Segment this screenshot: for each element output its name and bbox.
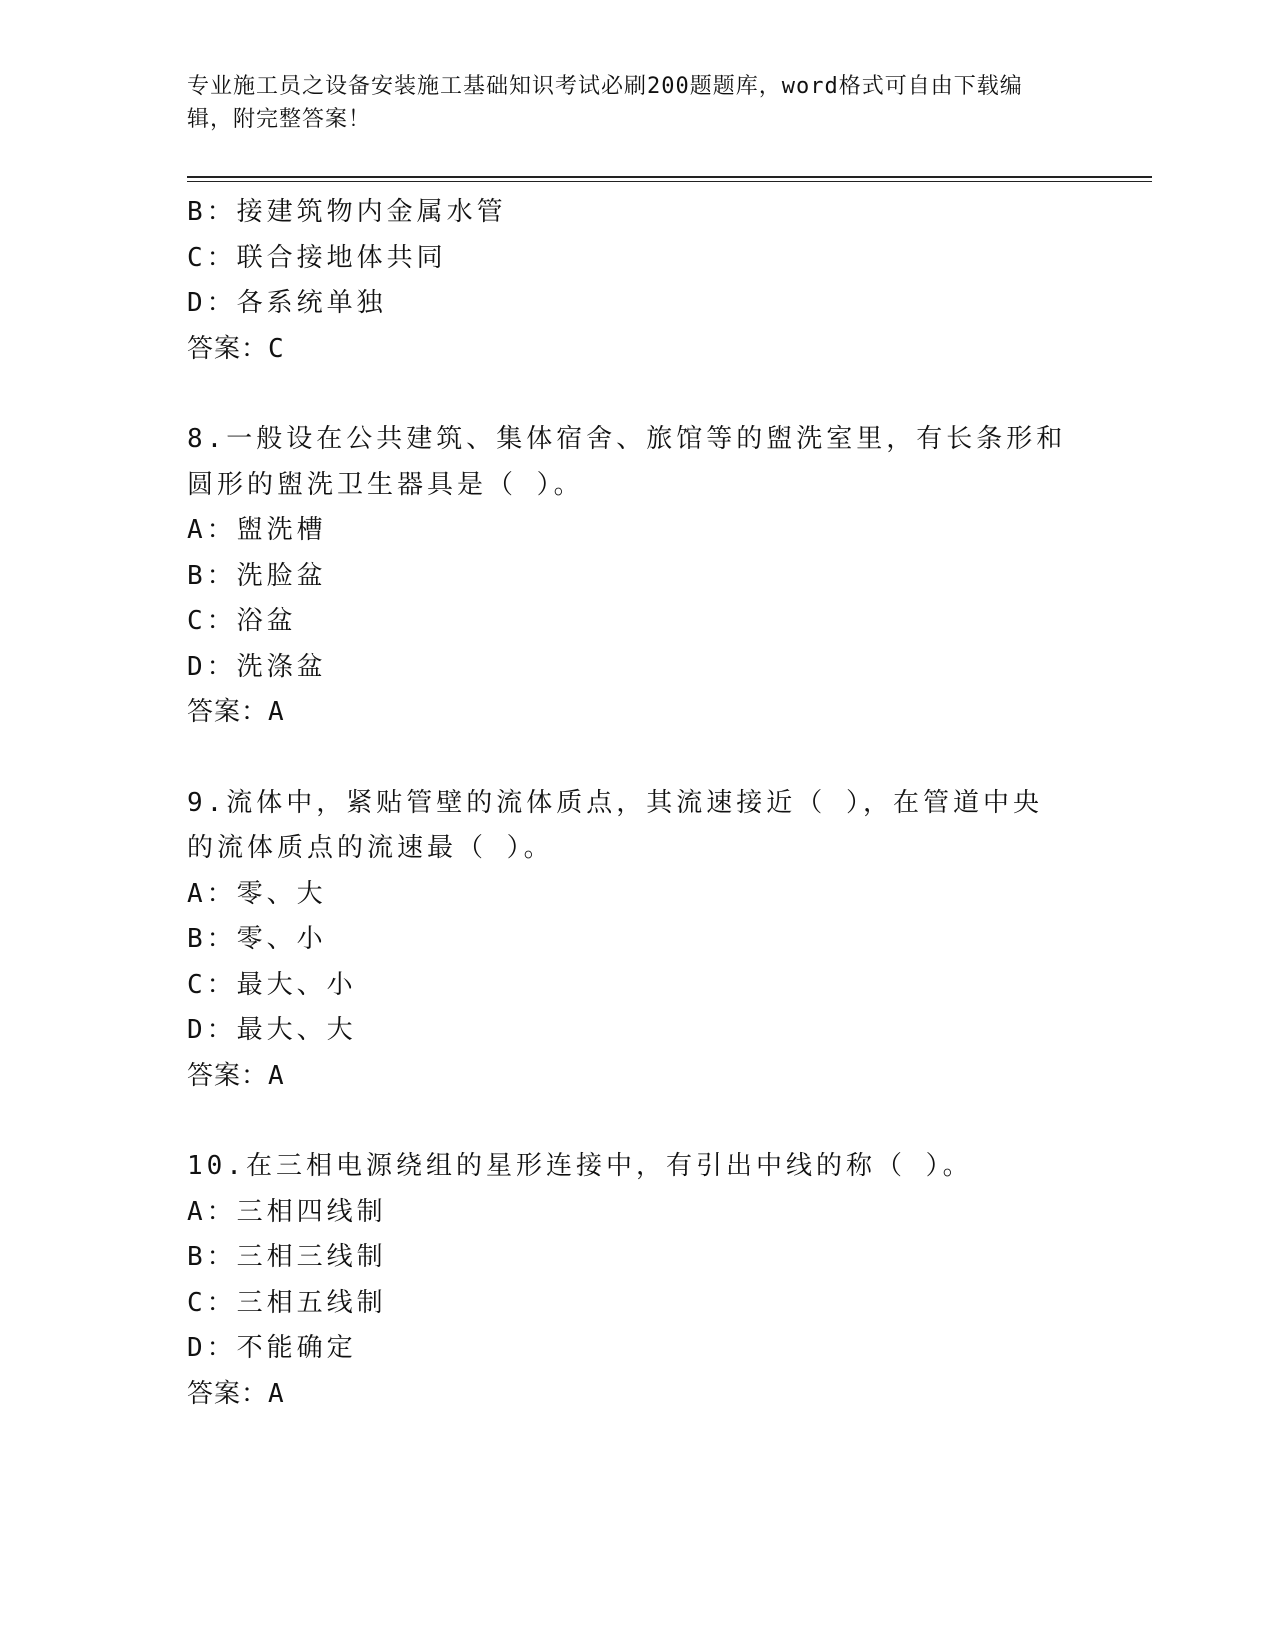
answer-text: 答案：A: [187, 1378, 285, 1409]
option-b: B：三相三线制: [187, 1242, 387, 1272]
document-body: [187, 190, 1087, 1417]
option-c: C：三相五线制: [187, 1287, 387, 1318]
option-c: C：最大、小: [187, 969, 357, 1000]
option-c: C：浴盆: [187, 606, 297, 636]
header-divider-thin: [187, 181, 1152, 182]
question-8: [187, 417, 1087, 736]
option-d: D：各系统单独: [187, 288, 387, 318]
option-d: D：不能确定: [187, 1333, 357, 1363]
option-b: B：洗脸盆: [187, 560, 327, 591]
option-a: A：三相四线制: [187, 1196, 387, 1227]
option-a: A：零、大: [187, 878, 327, 909]
option-b: B：接建筑物内金属水管: [187, 197, 507, 227]
answer-text: 答案：A: [187, 697, 285, 727]
question-stem: 8.一般设在公共建筑、集体宿舍、旅馆等的盥洗室里，有长条形和圆形的盥洗卫生器具是（ ）。: [187, 424, 1067, 500]
question-9: [187, 781, 1087, 1100]
question-stem: 10.在三相电源绕组的星形连接中，有引出中线的称（ ）。: [187, 1151, 973, 1181]
document-header: 专业施工员之设备安装施工基础知识考试必刷200题题库，word格式可自由下载编辑，附完整答案！: [187, 74, 1023, 132]
answer-text: 答案：C: [187, 333, 285, 364]
answer-text: 答案：A: [187, 1060, 285, 1091]
option-d: D：洗涤盆: [187, 651, 327, 682]
option-a: A：盥洗槽: [187, 515, 327, 545]
option-d: D：最大、大: [187, 1015, 357, 1045]
option-c: C：联合接地体共同: [187, 242, 447, 273]
question-fragment: [187, 190, 1087, 372]
option-b: B：零、小: [187, 924, 327, 954]
question-10: [187, 1144, 1087, 1417]
question-stem: 9.流体中，紧贴管壁的流体质点，其流速接近（ ），在管道中央的流体质点的流速最（ ）。: [187, 787, 1043, 863]
header-divider-thick: [187, 176, 1152, 178]
